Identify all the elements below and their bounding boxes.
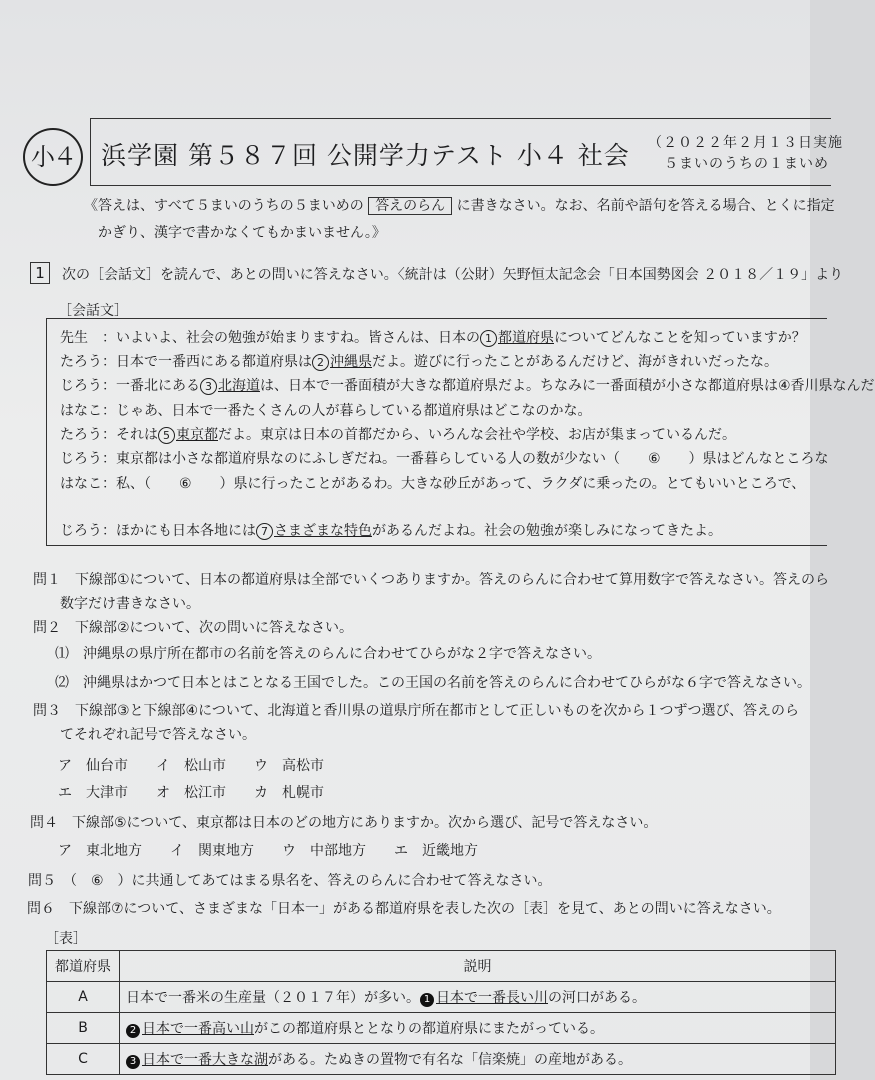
question-4: 問４ 下線部⑤について、東京都は日本のどの地方にありますか。次から選び、記号で答えなさい。 xyxy=(30,815,658,831)
line-text: 日本で一番西にある都道府県は xyxy=(116,354,312,370)
question-6: 問６ 下線部⑦について、さまざまな「日本一」がある都道府県を表した次の［表］を見て、あとの問いに答えなさい。 xyxy=(27,901,781,917)
instructions-line2: かぎり、漢字で書かなくてもかまいません。》 xyxy=(98,225,386,241)
line-text: 私、（ ⑥ ）県に行ったことがあるわ。大きな砂丘があって、ラクダに乗ったの。とてもいいところで、 xyxy=(116,476,806,492)
circled-number: 1 xyxy=(480,330,497,347)
conversation-line xyxy=(60,473,805,493)
underlined-term: 東京都 xyxy=(176,427,218,443)
conversation-line xyxy=(60,327,806,347)
question-3: 問３ 下線部③と下線部④について、北海道と香川県の道県庁所在都市として正しいものを次から１つずつ選び、答えのら xyxy=(33,703,799,719)
line-text: ほかにも日本各地には xyxy=(116,523,256,539)
question-1: 問１ 下線部①について、日本の都道府県は全部でいくつありますか。答えのらんに合わせて算用数字で答えなさい。答えのら xyxy=(33,572,829,588)
speaker-name: たろう： xyxy=(60,427,116,443)
grade-badge: 小４ xyxy=(23,128,83,186)
table-cell-description xyxy=(120,1013,836,1044)
question-intro: 次の［会話文］を読んで、あとの問いに答えなさい。〈統計は（公財）矢野恒太記念会「日本国勢図会 ２０１８／１９」より xyxy=(62,267,844,283)
instructions-line1: 《答えは、すべて５まいのうちの５まいめの 答えのらん に書きなさい。なお、名前や語句を答える場合、とくに指定 xyxy=(84,198,835,214)
circled-number: 2 xyxy=(312,354,329,371)
cell-text: がこの都道府県ととなりの都道府県にまたがっている。 xyxy=(254,1021,604,1037)
underlined-term: 沖縄県 xyxy=(330,354,372,370)
table-label: ［表］ xyxy=(45,931,87,947)
question-3-cont: てそれぞれ記号で答えなさい。 xyxy=(60,727,256,743)
exam-title: 浜学園 第５８７回 公開学力テスト 小４ 社会 xyxy=(101,141,630,170)
underlined-term: 日本で一番高い山 xyxy=(142,1021,254,1037)
speaker-name: じろう： xyxy=(60,523,116,539)
line-text: があるんだよね。社会の勉強が楽しみになってきたよ。 xyxy=(372,523,722,539)
question-4-options: ア 東北地方 イ 関東地方 ウ 中部地方 エ 近畿地方 xyxy=(58,843,478,859)
line-text: 一番北にある xyxy=(116,378,200,394)
exam-date: （２０２２年２月１３日実施 xyxy=(648,135,843,151)
question-number: 1 xyxy=(30,262,50,284)
question-1-cont: 数字だけ書きなさい。 xyxy=(60,596,200,612)
speaker-name: 先生 ： xyxy=(60,330,116,346)
line-text: だよ。遊びに行ったことがあるんだけど、海がきれいだったな。 xyxy=(372,354,778,370)
conversation-line xyxy=(60,400,591,420)
table-cell-key: B xyxy=(47,1013,120,1044)
table-row xyxy=(47,1044,836,1075)
speaker-name: はなこ： xyxy=(60,476,116,492)
speaker-name: はなこ： xyxy=(60,403,116,419)
underlined-term: 日本で一番長い川 xyxy=(436,990,548,1006)
speaker-name: じろう： xyxy=(60,451,116,467)
table-cell-description xyxy=(120,982,836,1013)
table-cell-key: C xyxy=(47,1044,120,1075)
table-cell-description xyxy=(120,1044,836,1075)
underlined-term: 日本で一番大きな湖 xyxy=(142,1052,268,1068)
circled-number: 2 xyxy=(126,1024,140,1038)
line-text: についてどんなことを知っていますか？ xyxy=(554,330,806,346)
cell-text: がある。たぬきの置物で有名な「信楽焼」の産地がある。 xyxy=(268,1052,632,1068)
line-text: は、日本で一番面積が大きな都道府県だよ。ちなみに一番面積が小さな都道府県は④香川県なんだ xyxy=(260,378,875,394)
line-text: 東京都は小さな都道府県なのにふしぎだね。一番暮らしている人の数が少ない（ ⑥ ）県はどんなところな xyxy=(116,451,829,467)
table-header-prefecture: 都道府県 xyxy=(47,951,120,982)
circled-number: 1 xyxy=(420,993,434,1007)
data-table xyxy=(46,950,836,1075)
circled-number: 5 xyxy=(158,427,175,444)
question-2: 問２ 下線部②について、次の問いに答えなさい。 xyxy=(33,620,353,636)
underlined-term: さまざまな特色 xyxy=(274,523,372,539)
table-header-row xyxy=(47,951,836,982)
underlined-term: 都道府県 xyxy=(498,330,554,346)
circled-number: 3 xyxy=(200,378,217,395)
speaker-name: じろう： xyxy=(60,378,116,394)
question-3-options-2: エ 大津市 オ 松江市 カ 札幌市 xyxy=(58,785,324,801)
line-text: いよいよ、社会の勉強が始まりますね。皆さんは、日本の xyxy=(116,330,480,346)
speaker-name: たろう： xyxy=(60,354,116,370)
line-text: じゃあ、日本で一番たくさんの人が暮らしている都道府県はどこなのかな。 xyxy=(116,403,592,419)
circled-number: 7 xyxy=(256,523,273,540)
conversation-line xyxy=(60,351,778,371)
circled-number: 3 xyxy=(126,1055,140,1069)
page-count: ５まいのうちの１まいめ xyxy=(664,156,829,172)
line-text: それは xyxy=(116,427,158,443)
table-row xyxy=(47,982,836,1013)
cell-text: の河口がある。 xyxy=(548,990,646,1006)
question-3-options-1: ア 仙台市 イ 松山市 ウ 高松市 xyxy=(58,758,324,774)
answer-box-label: 答えのらん xyxy=(368,197,452,215)
conversation-line xyxy=(60,520,722,540)
question-2-1: ⑴ 沖縄県の県庁所在都市の名前を答えのらんに合わせてひらがな２字で答えなさい。 xyxy=(55,646,601,662)
conversation-label: ［会話文］ xyxy=(58,303,128,319)
conversation-line xyxy=(60,448,829,468)
question-5: 問５ （ ⑥ ）に共通してあてはまる県名を、答えのらんに合わせて答えなさい。 xyxy=(28,873,552,889)
table-header-description: 説明 xyxy=(120,951,836,982)
cell-text: 日本で一番米の生産量（２０１７年）が多い。 xyxy=(126,990,420,1006)
table-row xyxy=(47,1013,836,1044)
conversation-line xyxy=(60,424,736,444)
question-2-2: ⑵ 沖縄県はかつて日本とはことなる王国でした。この王国の名前を答えのらんに合わせてひらがな６字で答えなさい。 xyxy=(55,675,811,691)
conversation-line xyxy=(60,375,875,395)
table-cell-key: A xyxy=(47,982,120,1013)
line-text: だよ。東京は日本の首都だから、いろんな会社や学校、お店が集まっているんだ。 xyxy=(218,427,736,443)
underlined-term: 北海道 xyxy=(218,378,260,394)
